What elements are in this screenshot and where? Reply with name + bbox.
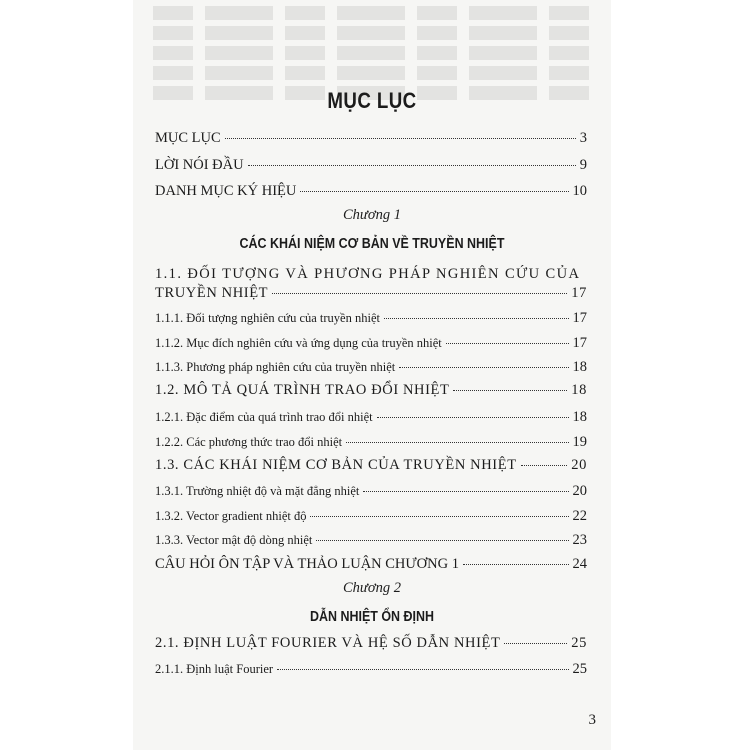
toc-entry-1-1-line1: 1.1. ĐỐI TƯỢNG VÀ PHƯƠNG PHÁP NGHIÊN CỨU CỦA [155, 266, 581, 282]
page-number: 3 [588, 712, 596, 728]
dot-leader [463, 564, 569, 565]
toc-entry-1-2-1: 1.2.1. Đặc điểm của quá trình trao đổi nhiệt 18 [155, 409, 587, 425]
chapter-2-label: Chương 2 [343, 580, 401, 596]
dot-leader [377, 417, 569, 418]
dot-leader [446, 343, 569, 344]
dot-leader [453, 390, 567, 391]
page-title: MỤC LỤC [327, 88, 417, 113]
chapter-1-label: Chương 1 [343, 207, 401, 223]
dot-leader [504, 643, 567, 644]
show-through-text [133, 0, 611, 140]
toc-entry-muc-luc: MỤC LỤC 3 [155, 130, 587, 146]
dot-leader [521, 465, 568, 466]
toc-entry-1-3-1: 1.3.1. Trường nhiệt độ và mặt đẳng nhiệt 20 [155, 483, 587, 499]
toc-entry-loi-noi-dau: LỜI NÓI ĐẦU 9 [155, 157, 587, 173]
dot-leader [316, 540, 568, 541]
dot-leader [399, 367, 568, 368]
toc-entry-1-2-2: 1.2.2. Các phương thức trao đổi nhiệt 19 [155, 434, 587, 450]
dot-leader [346, 442, 568, 443]
dot-leader [272, 293, 567, 294]
chapter-1-title: CÁC KHÁI NIỆM CƠ BẢN VỀ TRUYỀN NHIỆT [239, 236, 505, 252]
toc-entry-2-1: 2.1. ĐỊNH LUẬT FOURIER VÀ HỆ SỐ DẪN NHIỆT 25 [155, 635, 587, 651]
dot-leader [363, 491, 568, 492]
toc-entry-1-3-3: 1.3.3. Vector mật độ dòng nhiệt 23 [155, 532, 587, 548]
chapter-2-title: DẪN NHIỆT ỔN ĐỊNH [309, 609, 435, 625]
toc-entry-1-3-2: 1.3.2. Vector gradient nhiệt độ 22 [155, 508, 587, 524]
toc-entry-1-3: 1.3. CÁC KHÁI NIỆM CƠ BẢN CỦA TRUYỀN NHIỆT 20 [155, 457, 587, 473]
toc-entry-1-1-2: 1.1.2. Mục đích nghiên cứu và ứng dụng của truyền nhiệt 17 [155, 335, 587, 351]
toc-entry-1-1: TRUYỀN NHIỆT 17 [155, 285, 587, 301]
dot-leader [225, 138, 576, 139]
dot-leader [300, 191, 568, 192]
book-page [133, 0, 611, 750]
dot-leader [277, 669, 568, 670]
dot-leader [310, 516, 568, 517]
dot-leader [248, 165, 576, 166]
toc-entry-1-2: 1.2. MÔ TẢ QUÁ TRÌNH TRAO ĐỔI NHIỆT 18 [155, 382, 587, 398]
toc-entry-1-1-3: 1.1.3. Phương pháp nghiên cứu của truyền nhiệt 18 [155, 359, 587, 375]
toc-entry-2-1-1: 2.1.1. Định luật Fourier 25 [155, 661, 587, 677]
toc-entry-review-chapter-1: CÂU HỎI ÔN TẬP VÀ THẢO LUẬN CHƯƠNG 1 24 [155, 556, 587, 572]
dot-leader [384, 318, 569, 319]
toc-entry-danh-muc: DANH MỤC KÝ HIỆU 10 [155, 183, 587, 199]
toc-entry-1-1-1: 1.1.1. Đối tượng nghiên cứu của truyền nhiệt 17 [155, 310, 587, 326]
